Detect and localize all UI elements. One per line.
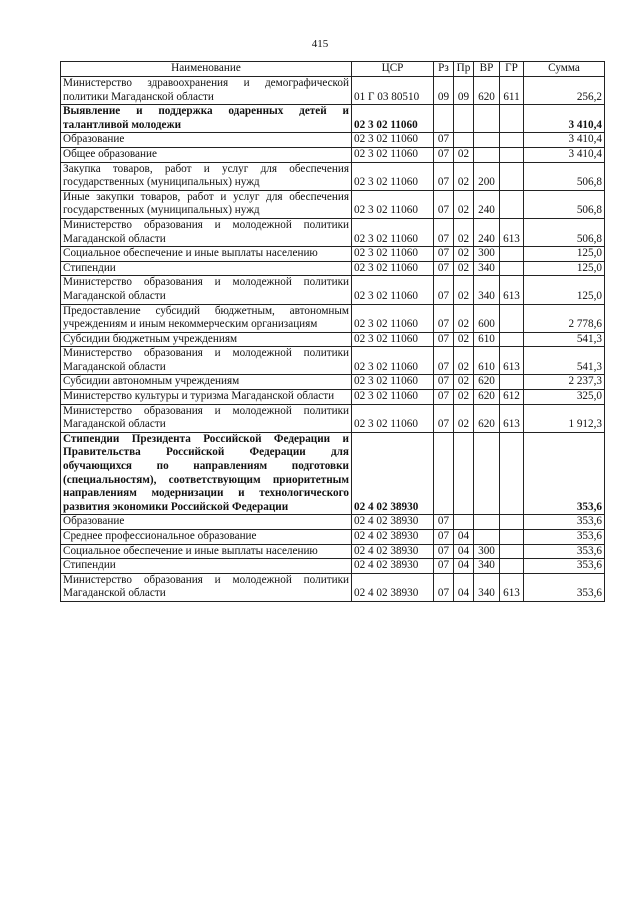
row-name: Министерство культуры и туризма Магаданской области: [61, 390, 352, 405]
row-vr: 620: [474, 404, 500, 432]
table-row: [61, 559, 605, 574]
row-pr: 02: [454, 261, 474, 276]
row-vr: 340: [474, 573, 500, 601]
row-name: Предоставление субсидий бюджетным, автономным учреждениям и иным некоммерческим организациям: [61, 304, 352, 332]
row-pr: 02: [454, 404, 474, 432]
row-csr: 02 4 02 38930: [352, 515, 434, 530]
row-rz: 07: [434, 218, 454, 246]
row-rz: 07: [434, 332, 454, 347]
row-csr: 02 3 02 11060: [352, 347, 434, 375]
row-gr: [500, 530, 524, 545]
header-name: Наименование: [61, 62, 352, 77]
row-name: Субсидии автономным учреждениям: [61, 375, 352, 390]
row-gr: 613: [500, 218, 524, 246]
row-pr: 02: [454, 347, 474, 375]
table-body: [61, 77, 605, 602]
row-csr: 02 3 02 11060: [352, 218, 434, 246]
row-pr: 02: [454, 162, 474, 190]
row-name: Закупка товаров, работ и услуг для обеспечения государственных (муниципальных) нужд: [61, 162, 352, 190]
row-name: Министерство образования и молодежной политики Магаданской области: [61, 404, 352, 432]
row-gr: [500, 544, 524, 559]
row-sum: 353,6: [524, 515, 605, 530]
row-vr: 620: [474, 77, 500, 105]
row-rz: 07: [434, 247, 454, 262]
row-csr: 02 4 02 38930: [352, 559, 434, 574]
table-row: [61, 276, 605, 304]
header-gr: ГР: [500, 62, 524, 77]
header-csr: ЦСР: [352, 62, 434, 77]
row-rz: 07: [434, 347, 454, 375]
table-row: [61, 304, 605, 332]
row-rz: [434, 432, 454, 515]
table-row: [61, 530, 605, 545]
row-vr: 340: [474, 276, 500, 304]
table-row: [61, 375, 605, 390]
row-name: Министерство образования и молодежной политики Магаданской области: [61, 218, 352, 246]
row-sum: 353,6: [524, 544, 605, 559]
row-gr: [500, 261, 524, 276]
page-number: 415: [311, 38, 329, 50]
row-rz: 07: [434, 261, 454, 276]
row-rz: 09: [434, 77, 454, 105]
row-csr: 02 3 02 11060: [352, 147, 434, 162]
row-vr: 610: [474, 332, 500, 347]
table-row: [61, 515, 605, 530]
row-csr: 02 3 02 11060: [352, 332, 434, 347]
header-sum: Сумма: [524, 62, 605, 77]
row-pr: 04: [454, 573, 474, 601]
row-vr: 620: [474, 390, 500, 405]
row-name: Министерство образования и молодежной политики Магаданской области: [61, 573, 352, 601]
row-gr: 611: [500, 77, 524, 105]
row-gr: [500, 432, 524, 515]
row-sum: 3 410,4: [524, 105, 605, 133]
row-pr: 02: [454, 218, 474, 246]
row-pr: 02: [454, 375, 474, 390]
table-row: [61, 218, 605, 246]
table-row: [61, 147, 605, 162]
row-name: Министерство здравоохранения и демографической политики Магаданской области: [61, 77, 352, 105]
row-name: Среднее профессиональное образование: [61, 530, 352, 545]
row-pr: 02: [454, 247, 474, 262]
row-gr: [500, 147, 524, 162]
row-gr: [500, 559, 524, 574]
row-rz: 07: [434, 190, 454, 218]
row-pr: 02: [454, 332, 474, 347]
row-gr: [500, 190, 524, 218]
row-gr: [500, 304, 524, 332]
row-sum: 2 778,6: [524, 304, 605, 332]
row-rz: 07: [434, 147, 454, 162]
table-row: [61, 77, 605, 105]
row-pr: [454, 432, 474, 515]
row-rz: 07: [434, 559, 454, 574]
row-rz: 07: [434, 404, 454, 432]
table-row: [61, 105, 605, 133]
row-gr: 613: [500, 404, 524, 432]
row-name: Субсидии бюджетным учреждениям: [61, 332, 352, 347]
row-vr: [474, 515, 500, 530]
table-row: [61, 432, 605, 515]
row-csr: 02 3 02 11060: [352, 105, 434, 133]
row-rz: 07: [434, 375, 454, 390]
row-sum: 353,6: [524, 559, 605, 574]
row-sum: 353,6: [524, 530, 605, 545]
row-csr: 01 Г 03 80510: [352, 77, 434, 105]
row-sum: 506,8: [524, 218, 605, 246]
row-name: Министерство образования и молодежной политики Магаданской области: [61, 276, 352, 304]
row-pr: 04: [454, 530, 474, 545]
row-csr: 02 3 02 11060: [352, 276, 434, 304]
row-sum: 125,0: [524, 276, 605, 304]
row-gr: [500, 515, 524, 530]
row-sum: 541,3: [524, 347, 605, 375]
row-vr: 600: [474, 304, 500, 332]
row-vr: 340: [474, 261, 500, 276]
row-sum: 1 912,3: [524, 404, 605, 432]
row-sum: 325,0: [524, 390, 605, 405]
row-name: Социальное обеспечение и иные выплаты населению: [61, 544, 352, 559]
row-csr: 02 3 02 11060: [352, 404, 434, 432]
row-name: Стипендии: [61, 559, 352, 574]
row-vr: 240: [474, 218, 500, 246]
table-row: [61, 544, 605, 559]
header-rz: Рз: [434, 62, 454, 77]
row-vr: [474, 105, 500, 133]
table-row: [61, 347, 605, 375]
row-rz: 07: [434, 515, 454, 530]
row-name: Иные закупки товаров, работ и услуг для обеспечения государственных (муниципальных) нужд: [61, 190, 352, 218]
row-gr: 613: [500, 347, 524, 375]
row-vr: 300: [474, 247, 500, 262]
row-gr: 613: [500, 573, 524, 601]
row-pr: 02: [454, 190, 474, 218]
row-csr: 02 3 02 11060: [352, 190, 434, 218]
row-rz: [434, 105, 454, 133]
row-sum: 256,2: [524, 77, 605, 105]
row-sum: 506,8: [524, 190, 605, 218]
row-pr: [454, 105, 474, 133]
row-sum: 3 410,4: [524, 147, 605, 162]
row-gr: [500, 162, 524, 190]
row-name: Общее образование: [61, 147, 352, 162]
row-csr: 02 3 02 11060: [352, 133, 434, 148]
table-row: [61, 332, 605, 347]
row-vr: [474, 133, 500, 148]
row-pr: 09: [454, 77, 474, 105]
row-gr: [500, 105, 524, 133]
row-vr: 200: [474, 162, 500, 190]
row-rz: 07: [434, 162, 454, 190]
row-csr: 02 4 02 38930: [352, 530, 434, 545]
row-name: Образование: [61, 133, 352, 148]
row-pr: [454, 515, 474, 530]
row-sum: 3 410,4: [524, 133, 605, 148]
row-vr: 620: [474, 375, 500, 390]
table-row: [61, 404, 605, 432]
table-row: [61, 261, 605, 276]
row-csr: 02 3 02 11060: [352, 390, 434, 405]
row-pr: [454, 133, 474, 148]
row-name: Стипендии: [61, 261, 352, 276]
row-gr: 613: [500, 276, 524, 304]
row-sum: 353,6: [524, 432, 605, 515]
row-pr: 02: [454, 390, 474, 405]
row-name: Образование: [61, 515, 352, 530]
row-rz: 07: [434, 390, 454, 405]
row-vr: 340: [474, 559, 500, 574]
row-name: Выявление и поддержка одаренных детей и талантливой молодежи: [61, 105, 352, 133]
row-sum: 125,0: [524, 247, 605, 262]
table-row: [61, 573, 605, 601]
row-csr: 02 4 02 38930: [352, 432, 434, 515]
row-pr: 02: [454, 304, 474, 332]
row-csr: 02 4 02 38930: [352, 573, 434, 601]
table-row: [61, 390, 605, 405]
row-gr: [500, 332, 524, 347]
row-gr: 612: [500, 390, 524, 405]
row-sum: 125,0: [524, 261, 605, 276]
row-rz: 07: [434, 304, 454, 332]
row-vr: 610: [474, 347, 500, 375]
table-row: [61, 133, 605, 148]
row-vr: 300: [474, 544, 500, 559]
row-vr: [474, 147, 500, 162]
row-rz: 07: [434, 544, 454, 559]
row-gr: [500, 247, 524, 262]
budget-table: [60, 61, 605, 602]
row-name: Стипендии Президента Российской Федерации и Правительства Российской Федерации для обучающихся по направлениям подготовки (специальностям), соответствующим приоритетным направлениям модернизации и технологического развития экономики Российской Федерации: [61, 432, 352, 515]
table-header-row: [61, 62, 605, 77]
row-csr: 02 3 02 11060: [352, 247, 434, 262]
row-csr: 02 3 02 11060: [352, 304, 434, 332]
row-name: Министерство образования и молодежной политики Магаданской области: [61, 347, 352, 375]
row-sum: 353,6: [524, 573, 605, 601]
row-vr: 240: [474, 190, 500, 218]
row-name: Социальное обеспечение и иные выплаты населению: [61, 247, 352, 262]
row-sum: 2 237,3: [524, 375, 605, 390]
row-gr: [500, 375, 524, 390]
row-csr: 02 3 02 11060: [352, 261, 434, 276]
table-row: [61, 190, 605, 218]
header-pr: Пр: [454, 62, 474, 77]
row-rz: 07: [434, 573, 454, 601]
row-rz: 07: [434, 530, 454, 545]
row-pr: 02: [454, 276, 474, 304]
row-csr: 02 4 02 38930: [352, 544, 434, 559]
table-row: [61, 247, 605, 262]
row-sum: 541,3: [524, 332, 605, 347]
row-pr: 04: [454, 559, 474, 574]
row-sum: 506,8: [524, 162, 605, 190]
row-gr: [500, 133, 524, 148]
row-rz: 07: [434, 276, 454, 304]
row-csr: 02 3 02 11060: [352, 375, 434, 390]
row-csr: 02 3 02 11060: [352, 162, 434, 190]
row-pr: 02: [454, 147, 474, 162]
table-row: [61, 162, 605, 190]
row-rz: 07: [434, 133, 454, 148]
row-pr: 04: [454, 544, 474, 559]
header-vr: ВР: [474, 62, 500, 77]
row-vr: [474, 530, 500, 545]
row-vr: [474, 432, 500, 515]
